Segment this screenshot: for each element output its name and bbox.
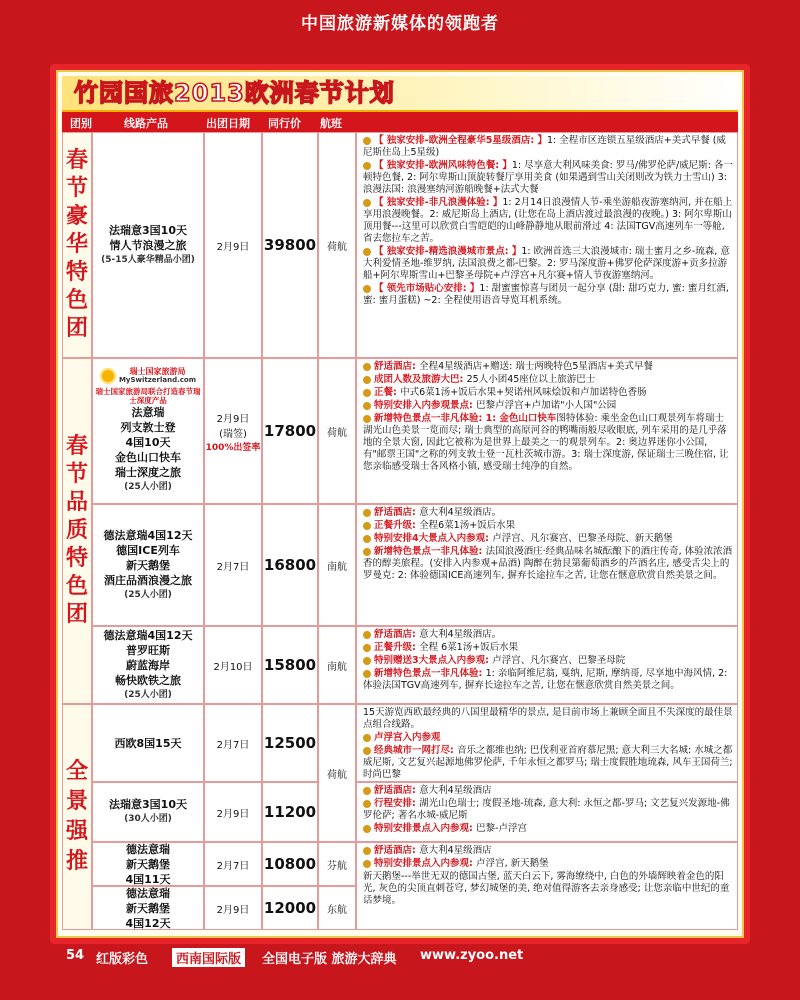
detail-item: 特别安排景点入内参观: 卢浮宫, 新天鹅堡 bbox=[363, 858, 733, 870]
swiss-tourism-logo: 瑞士国家旅游局 MySwitzerland.com bbox=[100, 367, 196, 385]
detail-item: 正餐升级: 全程 6菜1汤+饭后水果 bbox=[363, 642, 733, 654]
date-cell: 2月7日 bbox=[204, 504, 262, 626]
airline-cell: 东航 bbox=[318, 886, 356, 930]
date-cell: 2月7日 bbox=[204, 842, 262, 886]
bullet-icon bbox=[363, 376, 371, 384]
detail-item: 【 领先市场贴心安排: 】1: 甜蜜蜜惊喜与团员一起分享 (甜: 甜巧克力, 蜜: 蜜月红酒, 蜜: 蜜月蛋糕) ~2: 全程使用语音导览耳机系统。 bbox=[363, 283, 729, 306]
bullet-icon bbox=[363, 535, 371, 543]
airline-cell: 荷航 bbox=[318, 132, 356, 358]
detail-item: 成团人数及旅游大巴: 25人小团45座位以上旅游巴士 bbox=[363, 374, 733, 386]
category-luxury: 春节豪华特色团 bbox=[62, 132, 92, 358]
bullet-icon bbox=[363, 162, 371, 170]
category-recommend: 全景强推 bbox=[62, 704, 92, 930]
bullet-icon bbox=[363, 657, 371, 665]
detail-item: 特别赠送3大景点入内参观: 卢浮宫、凡尔赛宫、巴黎圣母院 bbox=[363, 655, 733, 667]
banner-title: 竹园国旅2013欧洲春节计划 bbox=[74, 79, 395, 107]
detail-item: 正餐: 中式6菜1汤+饭后水果+契诺州风味烩饭和卢加诺特色香肠 bbox=[363, 387, 733, 399]
column-header-row bbox=[62, 112, 738, 132]
detail-item: 舒适酒店: 意大利4星级酒店。 bbox=[363, 507, 733, 519]
bullet-icon bbox=[363, 522, 371, 530]
product-cell: 法瑞意3国10天 (30人小团) bbox=[92, 782, 204, 842]
detail-item: 【 独家安排-欧洲全程豪华5星级酒店: 】1: 全程市区连锁五星级酒店+美式早餐 (威尼斯住岛上5星级) bbox=[363, 135, 726, 158]
detail-cell bbox=[356, 704, 738, 782]
col-header-group: 团别 bbox=[70, 117, 92, 130]
footer-right: 全国电子版 旅游大辞典 bbox=[262, 952, 397, 967]
product-cell: 瑞士国家旅游局 MySwitzerland.com 瑞士国家旅游局联合打造春节瑞士深度产品 法意瑞 列支敦士登 4国10天 金色山口快车 瑞士深度之旅 (25人小团) bbox=[92, 358, 204, 504]
bullet-icon bbox=[363, 285, 371, 293]
airline-cell: 南航 bbox=[318, 504, 356, 626]
detail-item: 新增特色景点一非凡体验: 1: 亲临阿维尼翁, 戛纳, 尼斯, 摩纳哥, 尽享地中海风情, 2: 体验法国TGV高速列车, 摒弃长途拉车之苦, 让您在惬意欣赏自然美景之间。 bbox=[363, 668, 728, 691]
bullet-icon bbox=[363, 800, 371, 808]
bullet-icon bbox=[363, 734, 371, 742]
detail-item: 新增特色景点一非凡体验: 法国浪漫酒庄·经典品味名城酝酿下的酒庄传奇, 体验浓浓酒香的醇美旅程。(安排入内参观+品酒) 陶醉在勃艮第葡萄酒乡的芦酒名庄, 感受舌尖上的罗曼克: 2: 体验德国ICE高速列车, 摒弃长途拉车之苦, 让您在惬意欣赏自然美景之间。 bbox=[363, 546, 733, 581]
bullet-icon bbox=[363, 363, 371, 371]
product-cell: 德法意瑞4国12天 德国ICE列车 新天鹅堡 酒庄品酒浪漫之旅 (25人小团) bbox=[92, 504, 204, 626]
detail-item: 舒适酒店: 意大利4星级酒店 bbox=[363, 845, 733, 857]
date-cell: 2月9日 (瑞签) 100%出签率 bbox=[204, 358, 262, 504]
footer-url[interactable]: www.zyoo.net bbox=[420, 948, 524, 963]
date-cell: 2月7日 bbox=[204, 704, 262, 782]
page-footer bbox=[0, 944, 800, 970]
date-cell: 2月10日 bbox=[204, 626, 262, 704]
detail-item: 特别安排景点入内参观: 巴黎-卢浮宫 bbox=[363, 823, 733, 835]
product-cell: 德法意瑞 新天鹅堡 4国12天 bbox=[92, 886, 204, 930]
price-cell: 39800 bbox=[262, 132, 318, 358]
bullet-icon bbox=[363, 847, 371, 855]
date-cell: 2月9日 bbox=[204, 782, 262, 842]
detail-item: 特别安排4大景点入内参观: 卢浮宫、凡尔赛宫、巴黎圣母院、新天鹅堡 bbox=[363, 533, 733, 545]
price-cell: 11200 bbox=[262, 782, 318, 842]
col-header-date: 出团日期 bbox=[206, 117, 250, 130]
bullet-icon bbox=[363, 631, 371, 639]
footer-left: 红版彩色 bbox=[96, 952, 149, 967]
detail-item: 经典城市一网打尽: 音乐之都维也纳; 巴伐利亚首府慕尼黑; 意大利三大名城: 水城之都威尼斯, 文艺复兴起源地佛罗伦萨, 千年永恒之都罗马; 瑞士度假胜地琉森, 风车王国荷兰; 时尚巴黎 bbox=[363, 745, 733, 780]
col-header-product: 线路产品 bbox=[124, 117, 168, 130]
title-banner bbox=[62, 76, 738, 112]
price-cell: 15800 bbox=[262, 626, 318, 704]
detail-item: 【 独家安排-精选浪漫城市景点: 】1: 欧洲首选三大浪漫城市: 瑞士蜜月之乡-琉森, 意大利爱情圣地-维罗纳, 法国浪费之都-巴黎。2: 罗马深度游+佛罗伦萨深度游+贡多拉游船+阿尔卑斯雪山+巴黎圣母院+卢浮宫+凡尔赛+情人节夜游塞纳河。 bbox=[363, 246, 730, 281]
bullet-icon bbox=[363, 402, 371, 410]
detail-cell bbox=[356, 626, 738, 704]
date-cell: 2月9日 bbox=[204, 132, 262, 358]
bullet-icon bbox=[363, 199, 371, 207]
sun-logo-icon bbox=[100, 368, 116, 384]
bullet-icon bbox=[363, 644, 371, 652]
category-quality: 春节品质特色团 bbox=[62, 358, 92, 704]
bullet-icon bbox=[363, 548, 371, 556]
detail-item: 正餐升级: 全程6菜1汤+饭后水果 bbox=[363, 520, 733, 532]
airline-cell: 荷航 bbox=[318, 704, 356, 842]
date-cell: 2月9日 bbox=[204, 886, 262, 930]
masthead: 中国旅游新媒体的领跑者 bbox=[301, 14, 499, 34]
bullet-icon bbox=[363, 509, 371, 517]
price-cell: 17800 bbox=[262, 358, 318, 504]
product-cell: 德法意瑞4国12天 普罗旺斯 蔚蓝海岸 畅快欧铁之旅 (25人小团) bbox=[92, 626, 204, 704]
page-number: 54 bbox=[66, 948, 85, 963]
bullet-icon bbox=[363, 389, 371, 397]
detail-cell bbox=[356, 358, 738, 504]
detail-item: 新增特色景点一非凡体验: 1: 金色山口快车图特体验: 乘坐金色山口观景列车将瑞士湖光山色美景一览而尽; 瑞士典型的高原河谷的鸭嘴雨般尽收眼底, 列车采用的是几乎落地的全景大窗, 因此它被称为是世界上最美之一的观景列车。2: 奥边界迷你小公国, 有"邮票王国"之称的列支敦士登一瓦杜茨城市游。3: 瑞士深度游, 保证瑞士三晚住宿, 让您亲临感受瑞士各风格小镇, 感受瑞士纯净的自然。 bbox=[363, 413, 729, 472]
product-cell: 德法意瑞 新天鹅堡 4国11天 bbox=[92, 842, 204, 886]
detail-item: 舒适酒店: 全程4星级酒店+赠送: 瑞士两晚特色5星酒店+美式早餐 bbox=[363, 361, 733, 373]
col-header-price: 同行价 bbox=[268, 117, 301, 130]
airline-cell: 南航 bbox=[318, 626, 356, 704]
airline-cell: 荷航 bbox=[318, 358, 356, 504]
bullet-icon bbox=[363, 825, 371, 833]
detail-item: 特别安排入内参观景点: 巴黎卢浮宫+卢加诺"小人国"公园 bbox=[363, 400, 733, 412]
detail-item: 15天游览西欧最经典的八国里最精华的景点, 是目前市场上兼顾全面且不失深度的最佳景点组合线路。 bbox=[363, 707, 733, 730]
detail-item: 【 独家安排-欧洲风味特色餐: 】1: 尽享意大利风味美食: 罗马/佛罗伦萨/威尼斯: 各一顿特色餐, 2: 阿尔卑斯山顶旋转餐厅享用美食 (如果遇到雪山关闭则改为铁力士雪山) 3: 浪漫法国: 浪漫塞纳河游船晚餐+法式大餐 bbox=[363, 160, 733, 195]
detail-cell bbox=[356, 842, 738, 930]
detail-cell bbox=[356, 132, 738, 358]
bullet-icon bbox=[363, 747, 371, 755]
detail-item: 舒适酒店: 意大利4星级酒店。 bbox=[363, 629, 733, 641]
detail-item: 行程安排: 湖光山色瑞士; 度假圣地-琉森, 意大利: 永恒之都-罗马; 文艺复兴发源地-佛罗伦萨; 著名水城-威尼斯 bbox=[363, 798, 730, 821]
detail-item: 新天鹅堡---举世无双的德国古堡, 蓝天白云下, 雾海缭绕中, 白色的外墙辉映着金色的阳光, 灰色的尖顶直刺苍穹, 梦幻城堡的美, 绝对值得游客去亲身感受; 让您亲临中世纪的童话梦境。 bbox=[363, 871, 730, 906]
detail-item: 【 独家安排-非凡浪漫体验: 】1: 2月14日浪漫情人节-乘坐游船夜游塞纳河, 并在船上享用浪漫晚餐。2: 威尼斯岛上酒店, (让您在岛上酒店渡过最浪漫的夜晚。) 3: 阿尔卑斯山顶用餐---这里可以欣赏白雪皑皑的山峰静静地从眼前滑过 4: 法国TGV高速列车一等舱, 省去您拉车之苦。 bbox=[363, 197, 733, 244]
bullet-icon bbox=[363, 787, 371, 795]
airline-cell: 芬航 bbox=[318, 842, 356, 886]
bullet-icon bbox=[363, 670, 371, 678]
col-header-airline: 航班 bbox=[320, 117, 342, 130]
bullet-icon bbox=[363, 415, 371, 423]
bullet-icon bbox=[363, 137, 371, 145]
price-cell: 12000 bbox=[262, 886, 318, 930]
footer-edition: 西南国际版 bbox=[172, 948, 245, 967]
detail-cell bbox=[356, 504, 738, 626]
price-cell: 16800 bbox=[262, 504, 318, 626]
detail-item: 卢浮宫入内参观 bbox=[363, 732, 733, 744]
product-cell: 法瑞意3国10天 情人节浪漫之旅 (5-15人豪华精品小团) bbox=[92, 132, 204, 358]
detail-item: 舒适酒店: 意大利4星级酒店 bbox=[363, 785, 733, 797]
product-cell: 西欧8国15天 bbox=[92, 704, 204, 782]
price-cell: 10800 bbox=[262, 842, 318, 886]
bullet-icon bbox=[363, 860, 371, 868]
price-cell: 12500 bbox=[262, 704, 318, 782]
detail-cell bbox=[356, 782, 738, 842]
bullet-icon bbox=[363, 248, 371, 256]
